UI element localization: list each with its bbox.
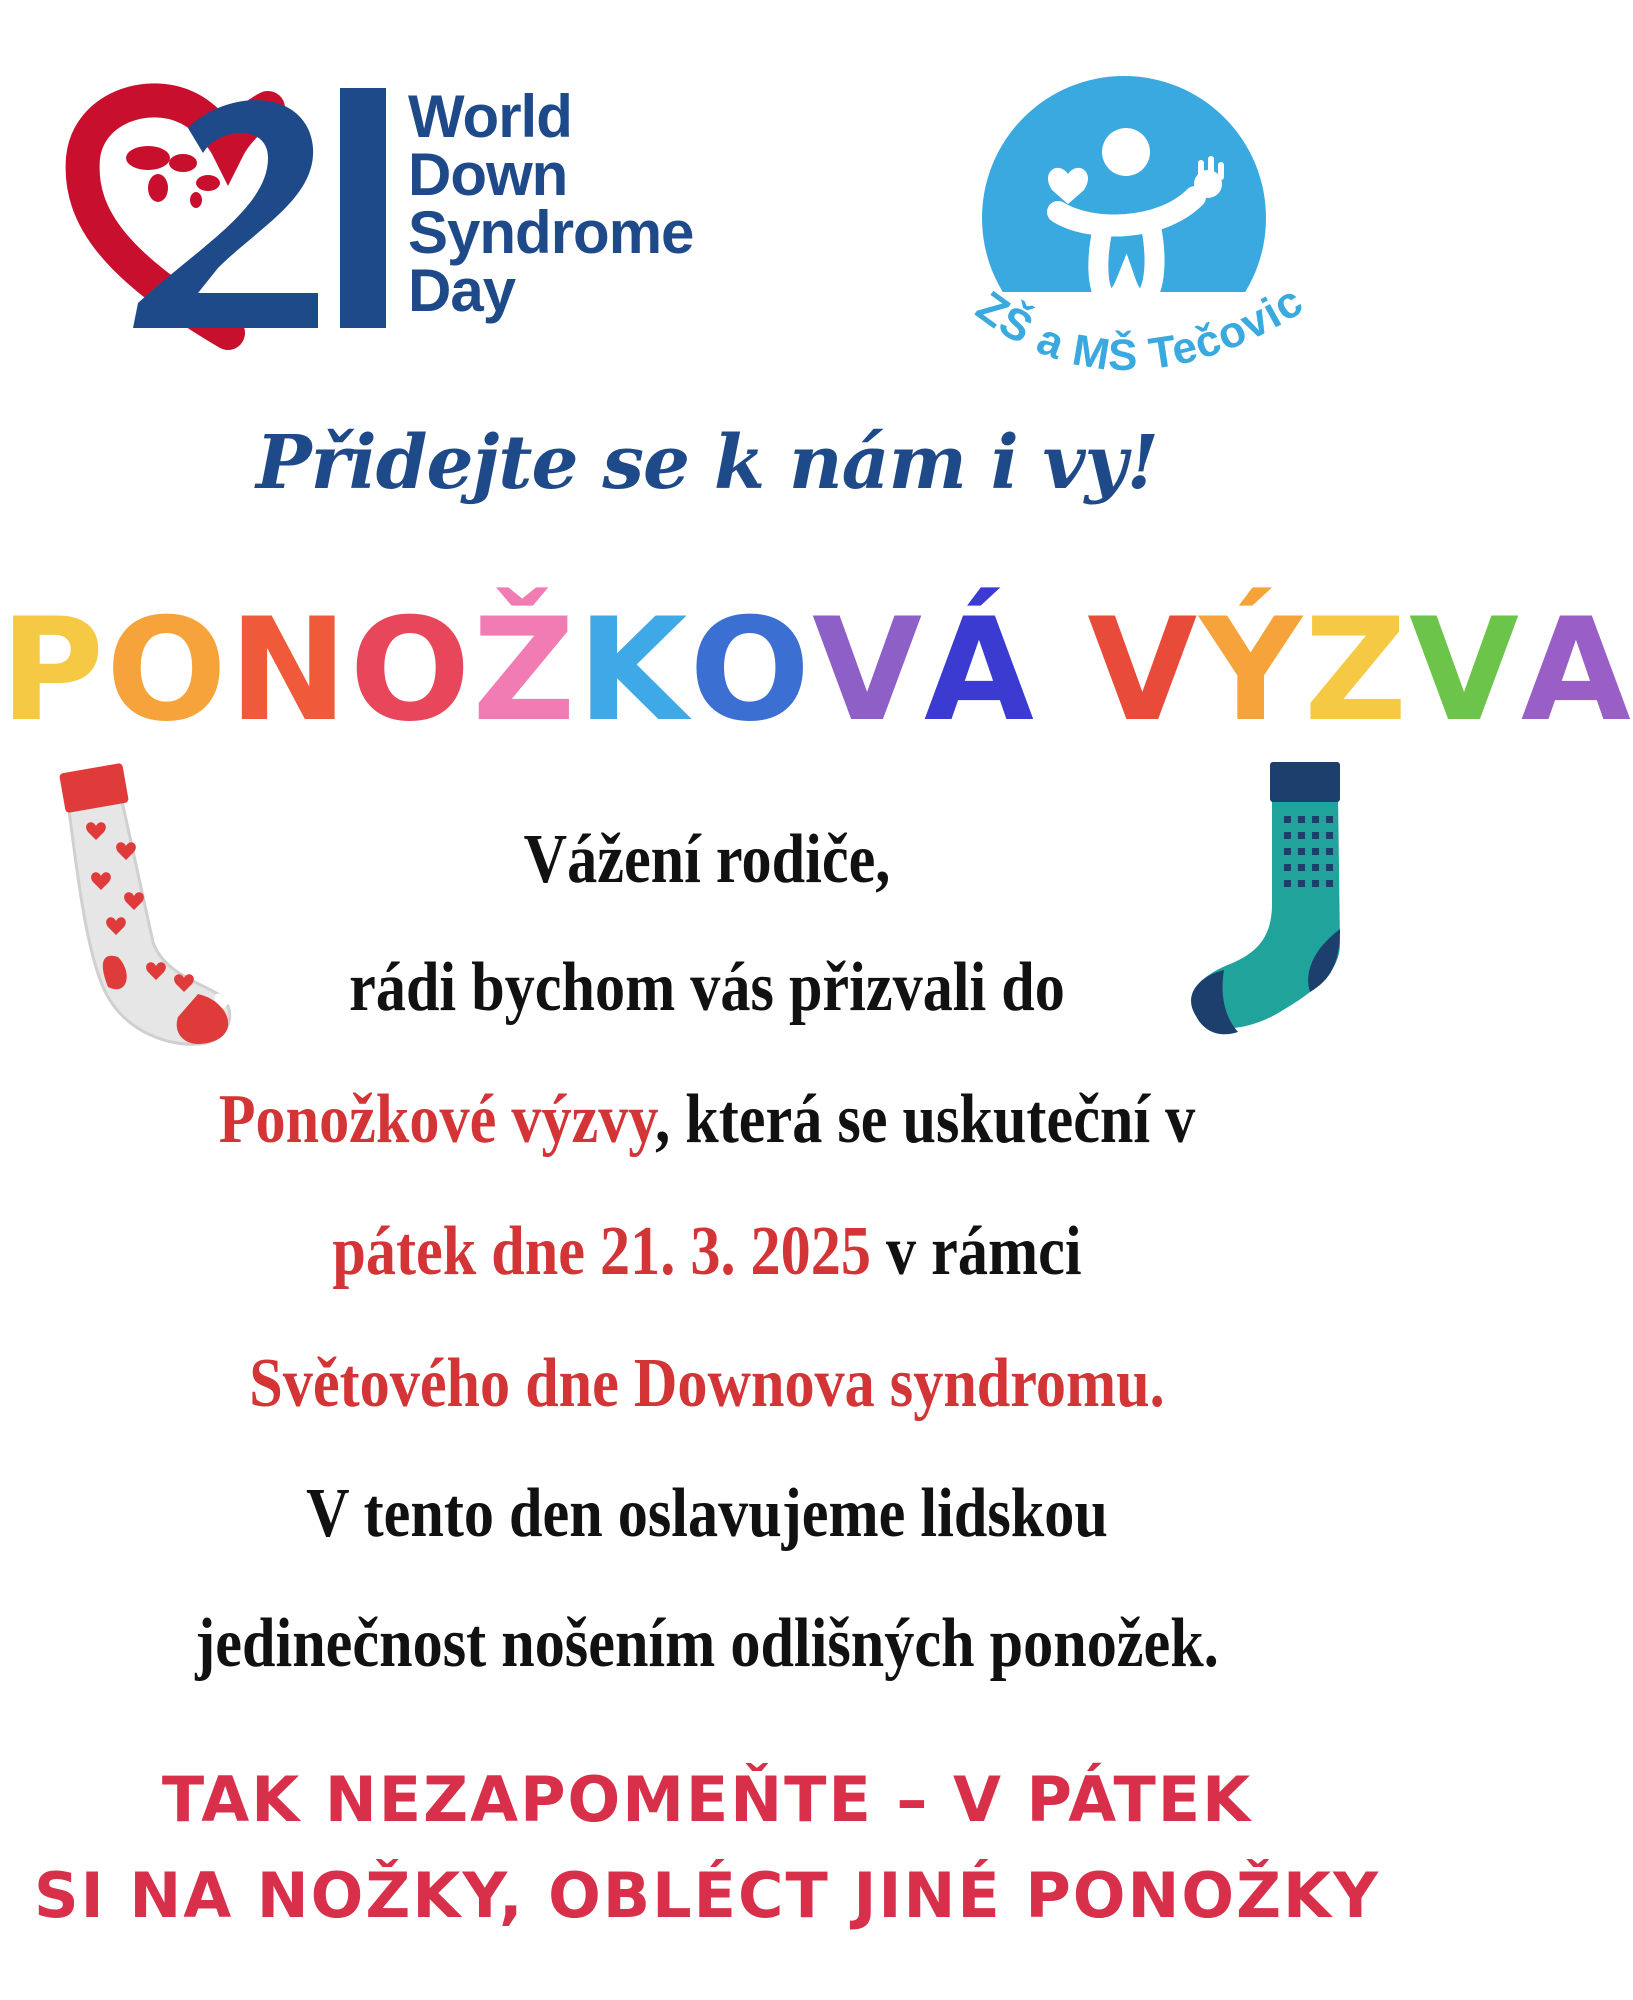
title-letter: V <box>812 588 924 753</box>
wdsd-line-day: Day <box>408 257 516 324</box>
body-line-5 <box>99 1344 1315 1424</box>
body-line-7 <box>99 1604 1315 1684</box>
body-line-2-part-1: rádi bychom vás přizvali do <box>349 949 1065 1026</box>
invite-heading: Přidejte se k nám i vy! <box>255 420 1159 506</box>
body-line-6 <box>99 1474 1315 1554</box>
title-letter: O <box>689 588 813 753</box>
body-line-1 <box>99 820 1315 900</box>
school-logo <box>940 72 1340 402</box>
wdsd-line-down: Down <box>408 141 568 208</box>
title-letter: Á <box>924 588 1036 753</box>
call-to-action <box>0 1752 1414 1944</box>
body-line-1-part-1: Vážení rodiče, <box>523 821 891 898</box>
body-line-3 <box>99 1080 1315 1160</box>
body-line-6-part-1: V tento den oslavujeme lidskou <box>306 1475 1108 1552</box>
wdsd-wordmark <box>408 83 694 324</box>
body-line-7-part-1: jedinečnost nošením odlišných ponožek. <box>195 1605 1219 1682</box>
body-line-3-part-2: , která se uskuteční v <box>655 1081 1196 1158</box>
title-letter: P <box>0 588 107 753</box>
wdsd-logo <box>78 83 778 348</box>
title-letter: V <box>1409 588 1521 753</box>
wdsd-line-world: World <box>408 83 572 150</box>
title-letter: Ý <box>1199 588 1305 753</box>
challenge-title <box>0 588 1633 753</box>
body-line-2 <box>99 948 1315 1028</box>
title-letter: Z <box>1304 588 1410 753</box>
body-line-5-part-1: Světového dne Downova syndromu. <box>249 1345 1165 1422</box>
school-name: ZŠ a MŠ Tečovic <box>967 275 1312 381</box>
title-letter: O <box>106 588 229 753</box>
title-letter: O <box>349 588 473 753</box>
body-line-3-part-1: Ponožkové výzvy <box>218 1081 656 1158</box>
heart-21-icon <box>78 88 408 348</box>
cta-line-2: SI NA NOŽKY, OBLÉCT JINÉ PONOŽKY <box>34 1859 1380 1932</box>
event-date: pátek dne 21. 3. 2025 <box>332 1213 871 1290</box>
title-letter: V <box>1087 588 1200 753</box>
body-line-4 <box>99 1212 1315 1292</box>
title-letter: N <box>228 588 350 753</box>
cta-line-1: TAK NEZAPOMEŇTE – V PÁTEK <box>161 1763 1253 1836</box>
title-letter: A <box>1520 588 1633 753</box>
title-letter: K <box>577 588 690 753</box>
title-letter: Ž <box>472 588 578 753</box>
body-line-4-part-2: v rámci <box>870 1213 1082 1290</box>
title-space <box>1036 596 1087 746</box>
wdsd-line-syndrome: Syndrome <box>408 199 694 266</box>
